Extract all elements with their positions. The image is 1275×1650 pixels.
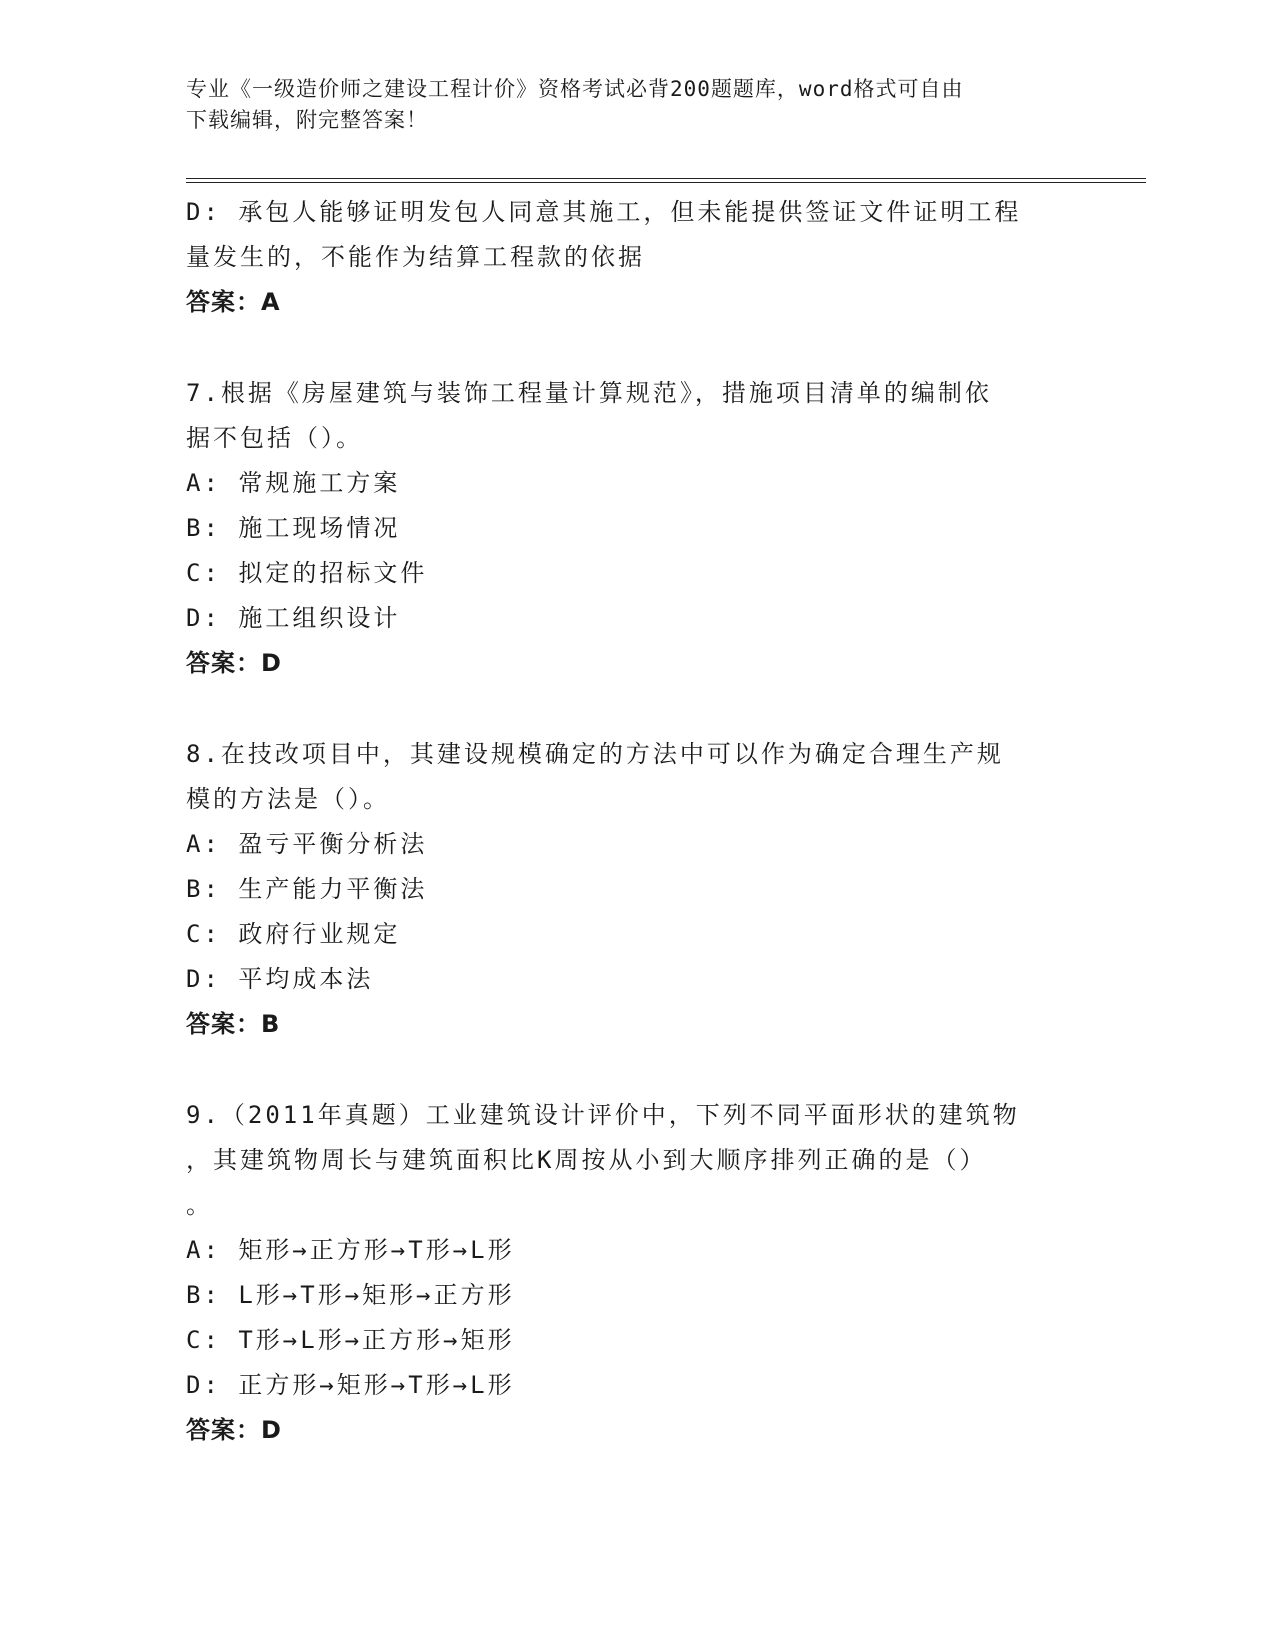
header-line: 专业《一级造价师之建设工程计价》资格考试必背200题题库，word格式可自由 <box>186 77 964 101</box>
answer: 答案：A <box>186 288 281 316</box>
option-a: A: 盈亏平衡分析法 <box>186 830 428 858</box>
option-d: D: 平均成本法 <box>186 965 374 993</box>
header-divider <box>186 182 1146 183</box>
question-8 <box>186 732 1086 1047</box>
question-stem: 模的方法是（）。 <box>186 785 390 813</box>
question-stem: 7.根据《房屋建筑与装饰工程量计算规范》，措施项目清单的编制依 <box>186 379 992 407</box>
header-divider <box>186 178 1146 179</box>
option-d: D: 施工组织设计 <box>186 604 401 632</box>
answer: 答案：D <box>186 1416 282 1444</box>
question-stem: 。 <box>186 1191 213 1219</box>
answer: 答案：B <box>186 1010 281 1038</box>
option-d: D: 承包人能够证明发包人同意其施工，但未能提供签证文件证明工程 <box>186 198 1022 226</box>
question-stem: ，其建筑物周长与建筑面积比K周按从小到大顺序排列正确的是（） <box>186 1146 987 1174</box>
option-b: B: L形→T形→矩形→正方形 <box>186 1281 515 1309</box>
option-b: B: 生产能力平衡法 <box>186 875 428 903</box>
option-a: A: 常规施工方案 <box>186 469 401 497</box>
question-9 <box>186 1093 1086 1453</box>
question-list <box>186 190 1086 1453</box>
option-c: C: 政府行业规定 <box>186 920 401 948</box>
option-c: C: T形→L形→正方形→矩形 <box>186 1326 515 1354</box>
option-c: C: 拟定的招标文件 <box>186 559 428 587</box>
option-b: B: 施工现场情况 <box>186 514 401 542</box>
question-stem: 9.（2011年真题）工业建筑设计评价中，下列不同平面形状的建筑物 <box>186 1101 1020 1129</box>
answer: 答案：D <box>186 649 282 677</box>
question-stem: 8.在技改项目中，其建设规模确定的方法中可以作为确定合理生产规 <box>186 740 1004 768</box>
question-7 <box>186 371 1086 686</box>
document-header <box>186 74 1066 136</box>
header-line: 下载编辑，附完整答案！ <box>186 108 428 132</box>
option-a: A: 矩形→正方形→T形→L形 <box>186 1236 515 1264</box>
option-d: D: 正方形→矩形→T形→L形 <box>186 1371 515 1399</box>
question-stem: 据不包括（）。 <box>186 424 363 452</box>
previous-question-tail <box>186 190 1086 325</box>
option-d: 量发生的，不能作为结算工程款的依据 <box>186 243 645 271</box>
